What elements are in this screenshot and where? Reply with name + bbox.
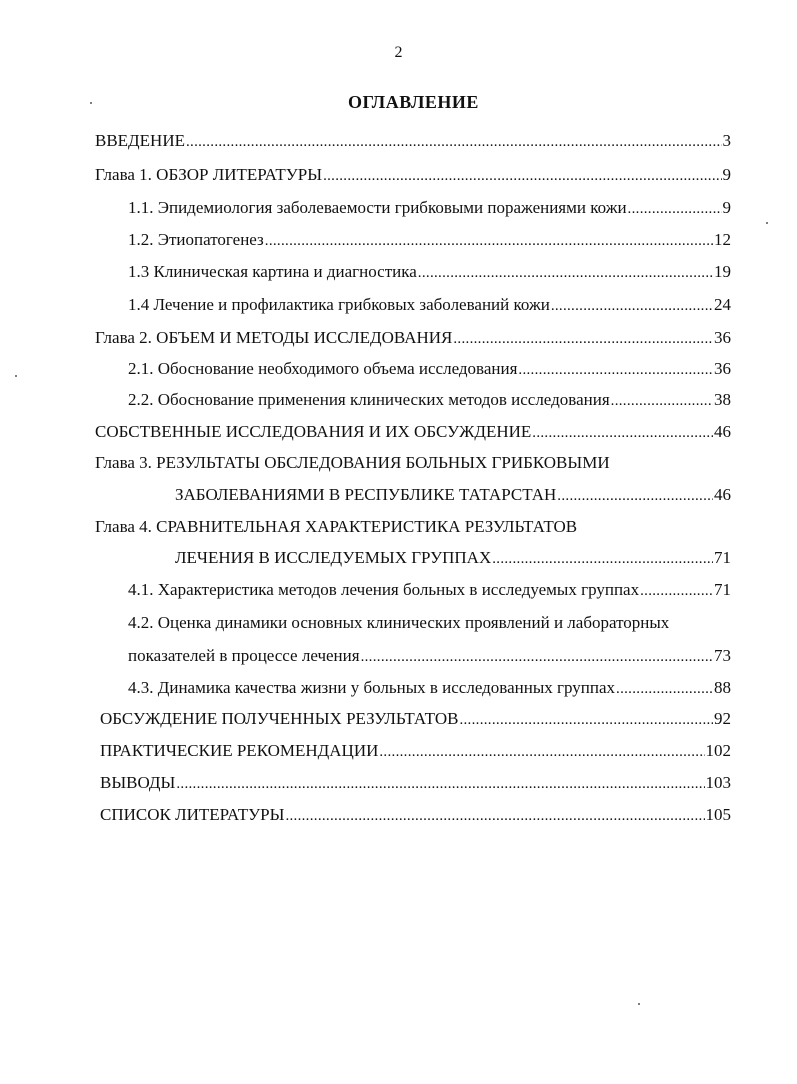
toc-entry-text: СОБСТВЕННЫЕ ИССЛЕДОВАНИЯ И ИХ ОБСУЖДЕНИЕ	[95, 422, 532, 441]
toc-entry-text: ОБСУЖДЕНИЕ ПОЛУЧЕННЫХ РЕЗУЛЬТАТОВ	[100, 709, 459, 728]
toc-entry-page: 46	[714, 422, 731, 441]
toc-entry-text: 1.1. Эпидемиология заболеваемости грибковыми поражениями кожи	[128, 198, 627, 217]
toc-entry-chapter-4[interactable]	[175, 547, 731, 569]
toc-entry-page: 46	[714, 485, 731, 504]
toc-entry-chapter-4-line1[interactable]: Глава 4. СРАВНИТЕЛЬНАЯ ХАРАКТЕРИСТИКА РЕЗУЛЬТАТОВ	[95, 517, 578, 536]
toc-entry-text: показателей в процессе лечения	[128, 646, 360, 665]
leader-dots	[265, 229, 713, 252]
toc-entry-page: 19	[714, 262, 731, 281]
toc-entry-page: 71	[714, 580, 731, 599]
scan-speck	[15, 375, 17, 377]
toc-entry-page: 3	[722, 131, 731, 150]
toc-entry-page: 9	[722, 165, 731, 184]
toc-entry-text: ПРАКТИЧЕСКИЕ РЕКОМЕНДАЦИИ	[100, 741, 379, 760]
leader-dots	[361, 645, 713, 668]
toc-entry-text: 2.1. Обоснование необходимого объема исследования	[128, 359, 518, 378]
scan-speck	[90, 102, 92, 104]
leader-dots	[459, 708, 713, 731]
leader-dots	[640, 579, 713, 602]
toc-entry-chapter-3-line1[interactable]: Глава 3. РЕЗУЛЬТАТЫ ОБСЛЕДОВАНИЯ БОЛЬНЫХ ГРИБКОВЫМИ	[95, 453, 610, 472]
toc-entry-page: 92	[714, 709, 731, 728]
toc-entry-conclusions[interactable]	[100, 772, 731, 794]
toc-entry-text: 4.1. Характеристика методов лечения больных в исследуемых группах	[128, 580, 640, 599]
page-number: 2	[394, 44, 403, 61]
toc-entry-text: 1.2. Этиопатогенез	[128, 230, 264, 249]
toc-entry-text: ЗАБОЛЕВАНИЯМИ В РЕСПУБЛИКЕ ТАТАРСТАН	[175, 485, 557, 504]
toc-entry-4-2-line1[interactable]: 4.2. Оценка динамики основных клинических проявлений и лабораторных	[128, 613, 670, 632]
toc-entry-2-2[interactable]	[128, 389, 731, 411]
toc-entry-1-1[interactable]	[128, 197, 731, 219]
leader-dots	[453, 327, 713, 350]
toc-entry-text: 4.3. Динамика качества жизни у больных в исследованных группах	[128, 678, 616, 697]
scan-speck	[638, 1003, 640, 1005]
toc-entry-own-research[interactable]	[95, 421, 731, 443]
leader-dots	[532, 421, 713, 444]
toc-entry-text: 1.4 Лечение и профилактика грибковых заболеваний кожи	[128, 295, 550, 314]
toc-entry-chapter-3[interactable]	[175, 484, 731, 506]
toc-entry-1-4[interactable]	[128, 294, 731, 316]
leader-dots	[186, 130, 722, 153]
leader-dots	[518, 358, 713, 381]
toc-entry-page: 36	[714, 328, 731, 347]
toc-entry-page: 88	[714, 678, 731, 697]
leader-dots	[323, 164, 721, 187]
leader-dots	[492, 547, 713, 570]
leader-dots	[379, 740, 704, 763]
leader-dots	[616, 677, 713, 700]
toc-entry-chapter-1[interactable]	[95, 164, 731, 186]
toc-entry-text: ВЫВОДЫ	[100, 773, 176, 792]
toc-entry-page: 38	[714, 390, 731, 409]
toc-entry-1-3[interactable]	[128, 261, 731, 283]
toc-entry-text: Глава 1. ОБЗОР ЛИТЕРАТУРЫ	[95, 165, 323, 184]
toc-entry-4-3[interactable]	[128, 677, 731, 699]
leader-dots	[176, 772, 704, 795]
leader-dots	[611, 389, 713, 412]
toc-entry-page: 73	[714, 646, 731, 665]
leader-dots	[285, 804, 704, 827]
toc-entry-2-1[interactable]	[128, 358, 731, 380]
leader-dots	[628, 197, 722, 220]
toc-entry-page: 102	[705, 741, 731, 760]
leader-dots	[557, 484, 713, 507]
leader-dots	[418, 261, 713, 284]
toc-entry-page: 71	[714, 548, 731, 567]
toc-entry-page: 103	[705, 773, 731, 792]
toc-entry-page: 9	[722, 198, 731, 217]
toc-entry-chapter-2[interactable]	[95, 327, 731, 349]
toc-entry-text: ВВЕДЕНИЕ	[95, 131, 185, 150]
toc-entry-introduction[interactable]	[95, 130, 731, 152]
toc-entry-references[interactable]	[100, 804, 731, 826]
toc-entry-4-1[interactable]	[128, 579, 731, 601]
leader-dots	[551, 294, 713, 317]
toc-entry-discussion[interactable]	[100, 708, 731, 730]
toc-entry-page: 105	[705, 805, 731, 824]
toc-entry-1-2[interactable]	[128, 229, 731, 251]
toc-entry-page: 24	[714, 295, 731, 314]
toc-entry-text: ЛЕЧЕНИЯ В ИССЛЕДУЕМЫХ ГРУППАХ	[175, 548, 492, 567]
page-title: ОГЛАВЛЕНИЕ	[348, 92, 479, 112]
scan-speck	[766, 222, 768, 224]
toc-entry-text: 2.2. Обоснование применения клинических методов исследования	[128, 390, 610, 409]
toc-entry-recommendations[interactable]	[100, 740, 731, 762]
toc-entry-page: 36	[714, 359, 731, 378]
toc-entry-4-2[interactable]	[128, 645, 731, 667]
toc-entry-page: 12	[714, 230, 731, 249]
toc-entry-text: Глава 2. ОБЪЕМ И МЕТОДЫ ИССЛЕДОВАНИЯ	[95, 328, 453, 347]
toc-entry-text: 1.3 Клиническая картина и диагностика	[128, 262, 417, 281]
toc-entry-text: СПИСОК ЛИТЕРАТУРЫ	[100, 805, 285, 824]
